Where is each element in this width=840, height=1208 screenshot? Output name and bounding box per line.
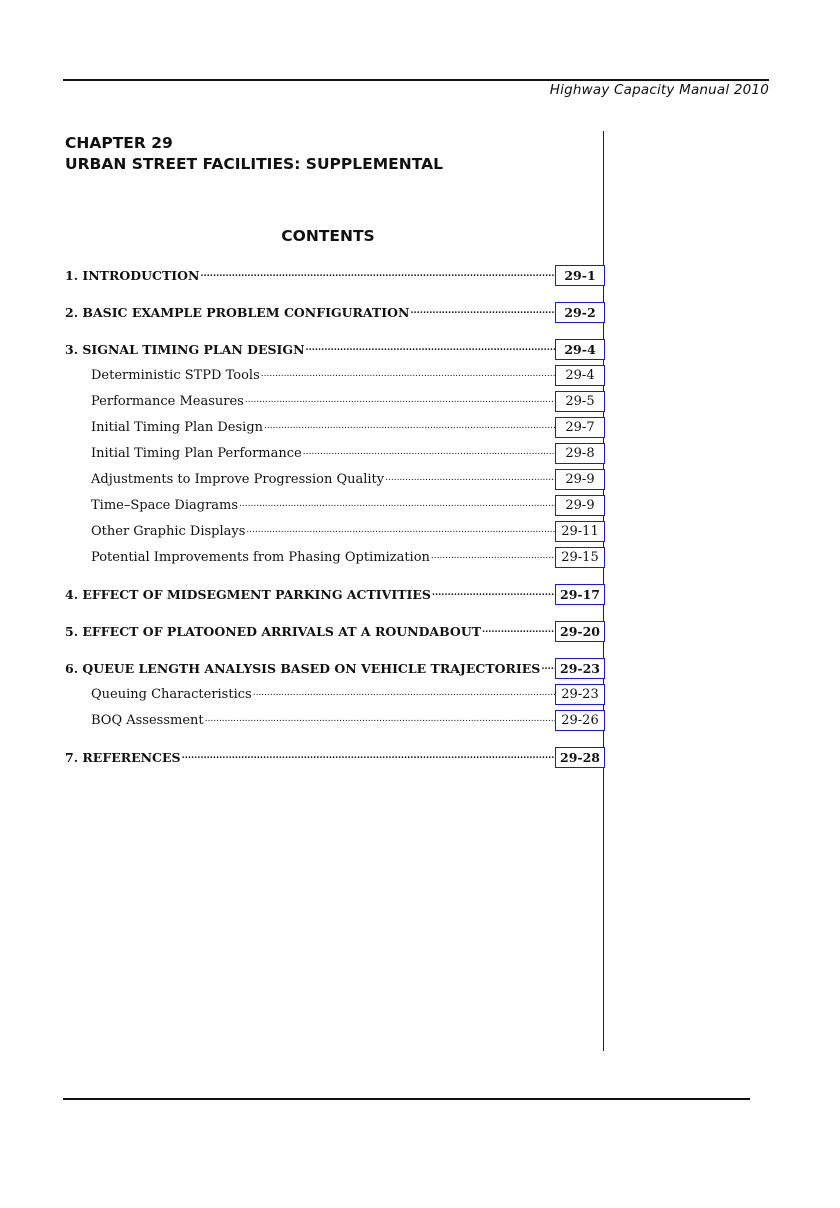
toc-subentry[interactable] [65, 467, 605, 491]
toc-page-link[interactable]: 29-9 [555, 469, 605, 490]
running-header: Highway Capacity Manual 2010 [549, 82, 769, 98]
toc-subentry[interactable] [65, 493, 605, 517]
toc-subentry[interactable] [65, 441, 605, 465]
dot-leader [261, 368, 555, 381]
dot-leader [432, 587, 555, 600]
toc-subentry[interactable] [65, 389, 605, 413]
chapter-heading [65, 133, 443, 175]
toc-subentry[interactable] [65, 519, 605, 543]
toc-page-link[interactable]: 29-1 [555, 265, 605, 286]
toc-entry-label[interactable]: Adjustments to Improve Progression Quality [91, 471, 385, 487]
contents-heading: CONTENTS [281, 227, 375, 245]
toc-entry[interactable] [65, 619, 605, 643]
dot-leader [200, 268, 555, 281]
toc-entry-label[interactable]: Deterministic STPD Tools [91, 367, 260, 383]
toc-subentry[interactable] [65, 545, 605, 569]
chapter-number: CHAPTER 29 [65, 134, 173, 152]
chapter-title: URBAN STREET FACILITIES: SUPPLEMENTAL [65, 155, 443, 173]
toc-page-link[interactable]: 29-2 [555, 302, 605, 323]
dot-leader [385, 472, 555, 485]
dot-leader [541, 661, 555, 674]
dot-leader [239, 498, 555, 511]
toc-entry[interactable] [65, 656, 605, 680]
toc-entry-label[interactable]: BOQ Assessment [91, 712, 204, 728]
dot-leader [182, 750, 555, 763]
toc-entry-label[interactable]: Queuing Characteristics [91, 686, 252, 702]
toc-entry-label[interactable]: Time–Space Diagrams [91, 497, 239, 513]
toc-entry-label[interactable]: Initial Timing Plan Performance [91, 445, 302, 461]
toc-subentry[interactable] [65, 363, 605, 387]
dot-leader [245, 394, 555, 407]
toc-page-link[interactable]: 29-20 [555, 621, 605, 642]
footer-rule [63, 1098, 750, 1100]
dot-leader [431, 550, 555, 563]
toc-page-link[interactable]: 29-17 [555, 584, 605, 605]
dot-leader [410, 305, 555, 318]
toc-page-link[interactable]: 29-4 [555, 365, 605, 386]
toc-entry-label[interactable]: 2. BASIC EXAMPLE PROBLEM CONFIGURATION [65, 304, 410, 320]
toc-entry[interactable] [65, 263, 605, 287]
table-of-contents [65, 263, 605, 769]
toc-entry[interactable] [65, 337, 605, 361]
toc-page-link[interactable]: 29-5 [555, 391, 605, 412]
toc-page-link[interactable]: 29-7 [555, 417, 605, 438]
toc-entry[interactable] [65, 745, 605, 769]
toc-entry-label[interactable]: Performance Measures [91, 393, 244, 409]
dot-leader [303, 446, 555, 459]
toc-entry[interactable] [65, 300, 605, 324]
toc-entry-label[interactable]: 7. REFERENCES [65, 749, 181, 765]
dot-leader [306, 342, 555, 355]
dot-leader [482, 624, 555, 637]
dot-leader [264, 420, 555, 433]
toc-page-link[interactable]: 29-23 [555, 684, 605, 705]
toc-subentry[interactable] [65, 415, 605, 439]
toc-page-link[interactable]: 29-8 [555, 443, 605, 464]
toc-page-link[interactable]: 29-26 [555, 710, 605, 731]
toc-page-link[interactable]: 29-23 [555, 658, 605, 679]
toc-entry-label[interactable]: 1. INTRODUCTION [65, 267, 200, 283]
toc-page-link[interactable]: 29-4 [555, 339, 605, 360]
toc-page-link[interactable]: 29-28 [555, 747, 605, 768]
toc-entry-label[interactable]: 4. EFFECT OF MIDSEGMENT PARKING ACTIVITIES [65, 586, 431, 602]
toc-page-link[interactable]: 29-9 [555, 495, 605, 516]
dot-leader [253, 687, 555, 700]
toc-subentry[interactable] [65, 708, 605, 732]
toc-entry[interactable] [65, 582, 605, 606]
toc-subentry[interactable] [65, 682, 605, 706]
header-rule [63, 79, 769, 81]
toc-entry-label[interactable]: Initial Timing Plan Design [91, 419, 264, 435]
toc-entry-label[interactable]: Potential Improvements from Phasing Optimization [91, 549, 430, 565]
toc-entry-label[interactable]: 3. SIGNAL TIMING PLAN DESIGN [65, 341, 305, 357]
toc-entry-label[interactable]: 6. QUEUE LENGTH ANALYSIS BASED ON VEHICLE TRAJECTORIES [65, 660, 541, 676]
toc-page-link[interactable]: 29-15 [555, 547, 605, 568]
dot-leader [246, 524, 555, 537]
toc-entry-label[interactable]: Other Graphic Displays [91, 523, 246, 539]
toc-page-link[interactable]: 29-11 [555, 521, 605, 542]
dot-leader [205, 713, 555, 726]
toc-entry-label[interactable]: 5. EFFECT OF PLATOONED ARRIVALS AT A ROUNDABOUT [65, 623, 482, 639]
